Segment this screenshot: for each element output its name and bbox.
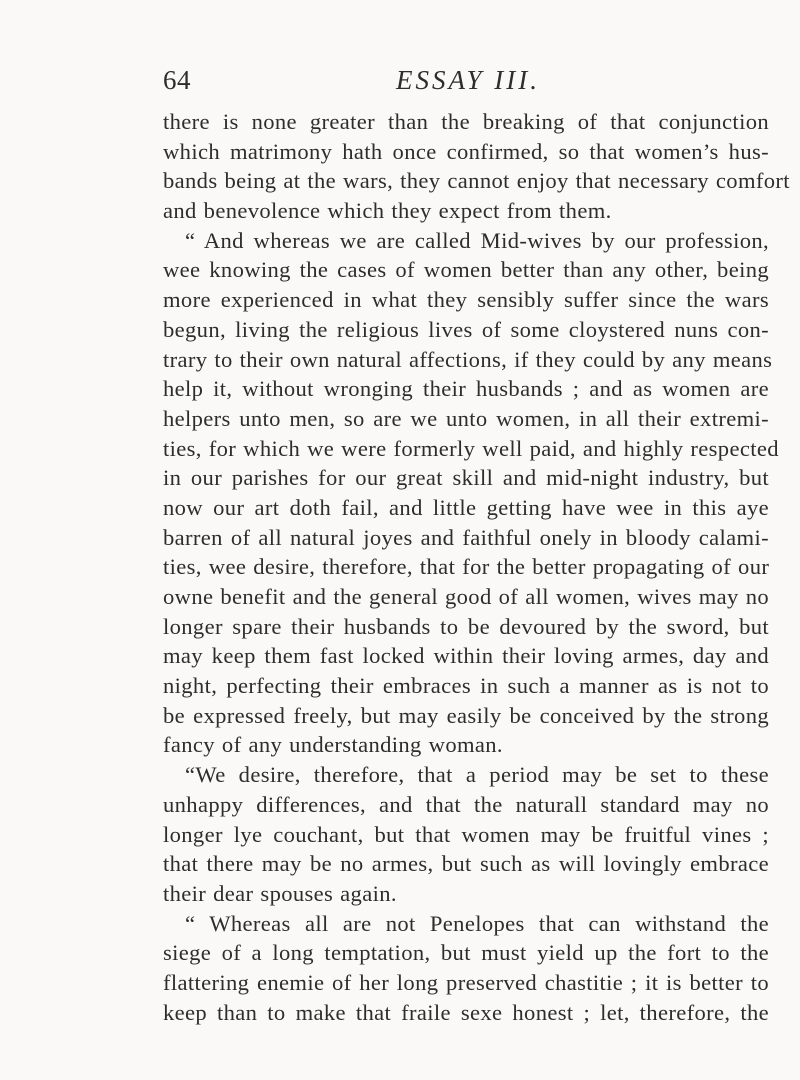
text-line: siege of a long temptation, but must yield up the fort to the: [163, 940, 769, 966]
text-line: flattering enemie of her long preserved chastitie ; it is better to: [163, 969, 769, 995]
text-line: fancy of any understanding woman.: [163, 732, 503, 758]
text-line: in our parishes for our great skill and mid-night industry, but: [163, 465, 769, 491]
page-number: 64: [163, 65, 191, 95]
text-line: barren of all natural joyes and faithful onely in bloody calami-: [163, 524, 769, 550]
text-line: trary to their own natural affections, if they could by any means: [163, 346, 773, 372]
running-head: ESSAY III.: [396, 65, 540, 95]
text-line: may keep them fast locked within their loving armes, day and: [163, 643, 769, 669]
text-line: be expressed freely, but may easily be conceived by the strong: [163, 702, 769, 728]
text-line: longer spare their husbands to be devoured by the sword, but: [163, 613, 769, 639]
text-line: and benevolence which they expect from them.: [163, 198, 612, 224]
text-line: night, perfecting their embraces in such a manner as is not to: [163, 673, 769, 699]
page-header: [163, 62, 763, 102]
text-line: ties, for which we were formerly well paid, and highly respected: [163, 435, 779, 461]
text-line: there is none greater than the breaking of that conjunction: [163, 109, 769, 134]
text-line: unhappy differences, and that the naturall standard may no: [163, 791, 769, 817]
text-line: bands being at the wars, they cannot enjoy that necessary comfort: [163, 168, 790, 194]
body-text: [163, 107, 790, 1027]
text-line: owne benefit and the general good of all women, wives may no: [163, 584, 769, 609]
text-line: which matrimony hath once confirmed, so that women’s hus-: [163, 138, 769, 164]
text-line: “ And whereas we are called Mid-wives by our profession,: [185, 227, 769, 253]
text-line: wee knowing the cases of women better than any other, being: [163, 257, 769, 283]
text-line: more experienced in what they sensibly suffer since the wars: [163, 287, 769, 313]
text-line: help it, without wronging their husbands ; and as women are: [163, 376, 769, 402]
text-line: keep than to make that fraile sexe honest ; let, therefore, the: [163, 999, 769, 1025]
text-line: “ Whereas all are not Penelopes that can withstand the: [185, 910, 769, 936]
text-line: longer lye couchant, but that women may be fruitful vines ;: [163, 821, 769, 847]
text-line: begun, living the religious lives of some cloystered nuns con-: [163, 316, 769, 342]
text-line: ties, wee desire, therefore, that for the better propagating of our: [163, 554, 770, 580]
text-line: now our art doth fail, and little getting have wee in this aye: [163, 494, 769, 520]
text-line: helpers unto men, so are we unto women, in all their extremi-: [163, 405, 769, 431]
text-line: that there may be no armes, but such as will lovingly embrace: [163, 851, 769, 877]
text-line: “We desire, therefore, that a period may be set to these: [185, 762, 769, 788]
text-line: their dear spouses again.: [163, 880, 397, 906]
